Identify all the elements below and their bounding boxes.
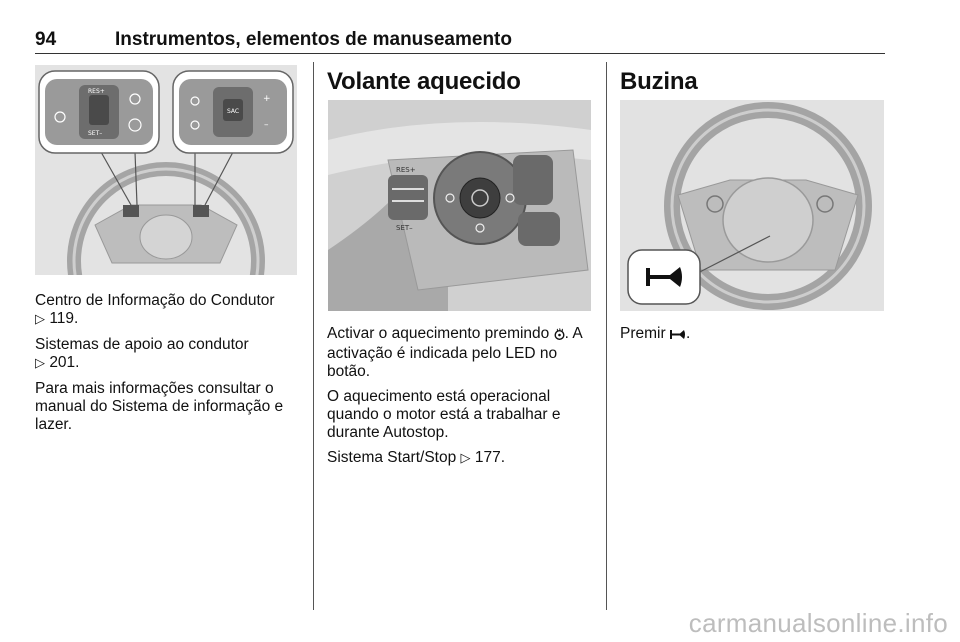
heated-steering-wheel-icon [554, 327, 565, 345]
set-label: SET– [88, 130, 103, 137]
page-ref-arrow-icon: ▷ [35, 356, 45, 371]
text: . [685, 325, 691, 342]
paragraph [327, 325, 597, 381]
section-heading-horn: Buzina [620, 68, 698, 95]
text: Centro de Informação do Condutor [35, 292, 275, 309]
paragraph: O aquecimento está operacional quando o motor está a trabalhar e durante Autostop. [327, 388, 561, 441]
horn-icon [670, 327, 686, 345]
column-1-text [35, 292, 305, 441]
svg-text:+: + [263, 94, 271, 104]
svg-text:–: – [264, 120, 269, 130]
heated-wheel-figure [328, 100, 591, 311]
column-divider [606, 62, 607, 610]
steering-controls-figure [35, 65, 297, 275]
page-ref-arrow-icon: ▷ [460, 451, 471, 466]
paragraph [620, 325, 890, 345]
paragraph: Para mais informações consultar o manual do Sistema de informação e lazer. [35, 380, 284, 433]
res-label: RES+ [396, 166, 416, 174]
page-reference[interactable]: 119. [49, 310, 79, 327]
set-label: SET– [396, 224, 413, 232]
page-number: 94 [35, 29, 57, 50]
text: Activar o aquecimento premindo [327, 325, 554, 342]
paragraph [327, 449, 597, 468]
chapter-title: Instrumentos, elementos de manuseamento [115, 29, 512, 50]
paragraph [35, 292, 305, 329]
page-reference[interactable]: 201. [49, 354, 80, 371]
text: Sistemas de apoio ao condutor [35, 336, 249, 353]
page-header [35, 29, 885, 54]
page-ref-arrow-icon: ▷ [35, 312, 45, 327]
column-3-text [620, 325, 890, 352]
text: . A activação é indicada pelo LED no botão. [327, 325, 582, 380]
res-label: RES+ [88, 88, 105, 95]
sac-label: SAC [227, 108, 240, 115]
column-2-text [327, 325, 597, 475]
text: Sistema Start/Stop [327, 449, 461, 466]
paragraph [35, 336, 305, 373]
section-heading-heated-wheel: Volante aquecido [327, 68, 521, 95]
column-divider [313, 62, 314, 610]
page-reference[interactable]: 177. [474, 449, 506, 466]
horn-figure [620, 100, 884, 311]
text: Premir [620, 325, 670, 342]
watermark: carmanualsonline.info [688, 608, 948, 638]
